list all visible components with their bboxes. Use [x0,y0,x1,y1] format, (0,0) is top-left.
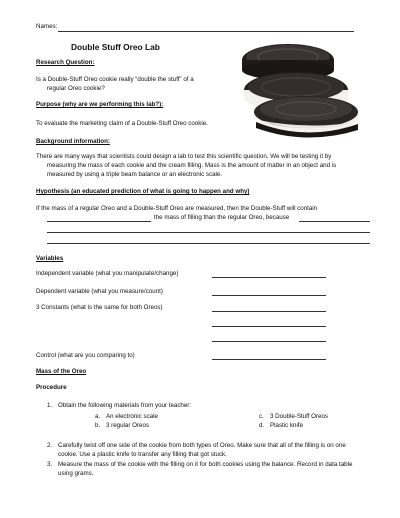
research-question-line2: regular Oreo cookie? [47,85,105,92]
constants-label: 3 Constants (what is the same for both Oreos) [36,304,163,311]
control-label: Control (what are you comparing to) [36,352,135,359]
hypothesis-line1: If the mass of a regular Oreo and a Double-Stuff Oreo are measured, then the Double-Stuff will contain [36,205,318,212]
purpose-text: To evaluate the marketing claim of a Double-Stuff Oreo cookie. [36,120,208,127]
dependent-variable-blank[interactable] [212,295,326,296]
step-1-number: 1. [47,402,53,409]
independent-variable-blank[interactable] [212,277,326,278]
variables-heading: Variables [36,255,64,262]
research-question-line1: Is a Double-Stuff Oreo cookie really “double the stuff” of a [36,76,194,83]
procedure-heading: Procedure [36,384,67,391]
material-d-letter: d. [259,422,265,429]
hypothesis-blank-line2[interactable] [47,232,370,233]
constant-blank-3[interactable] [212,341,326,342]
step-1-text: Obtain the following materials from your teacher: [58,402,192,409]
names-label: Names: [36,23,58,30]
material-c-letter: c. [259,413,264,420]
page-title: Double Stuff Oreo Lab [71,42,160,52]
step-2-line2: cookie. Use a plastic knife to transfer any filling that got stuck. [58,451,227,458]
step-3-line2: using grams. [58,470,94,477]
hypothesis-heading: Hypothesis (an educated prediction of what is going to happen and why) [36,188,250,195]
purpose-heading: Purpose (why are we performing this lab?): [36,101,164,108]
background-heading: Background information: [36,138,110,145]
constant-blank-2[interactable] [212,326,326,327]
step-2-number: 2. [47,442,53,449]
material-b: 3 regular Oreos [106,422,149,429]
independent-variable-label: Independent variable (what you manipulate/change) [36,270,179,277]
material-a-letter: a. [95,413,101,420]
research-question-heading: Research Question: [36,59,95,66]
background-line1: There are many ways that scientists could design a lab to test this scientific question. We will be testing it by [36,153,332,160]
background-line3: measured by using a triple beam balance or an electronic scale. [47,171,223,178]
dependent-variable-label: Dependent variable (what you measure/count) [36,288,163,295]
hypothesis-blank-amount[interactable] [47,221,151,222]
hypothesis-line2: the mass of filling than the regular Oreo, because [154,214,290,221]
mass-heading: Mass of the Oreo [36,368,87,375]
hypothesis-blank-because[interactable] [299,221,370,222]
oreo-cookie-photo [226,38,364,142]
material-a: An electronic scale [106,413,158,420]
names-blank[interactable] [58,31,354,32]
step-2-line1: Carefully twist off one side of the cookie from both types of Oreo. Make sure that all of the filling is on one [58,442,346,449]
material-c: 3 Double-Stuff Oreos [270,413,329,420]
background-line2: measuring the mass of each cookie and the cream filling. Mass is the amount of matter in an object and is [47,162,337,169]
material-b-letter: b. [95,422,101,429]
step-3-line1: Measure the mass of the cookie with the filling on it for both cookies using the balance. Record in data table [58,461,353,468]
control-blank[interactable] [212,359,326,360]
material-d: Plastic knife [270,422,304,429]
constant-blank-1[interactable] [212,311,326,312]
hypothesis-blank-line3[interactable] [47,243,370,244]
step-3-number: 3. [47,461,53,468]
